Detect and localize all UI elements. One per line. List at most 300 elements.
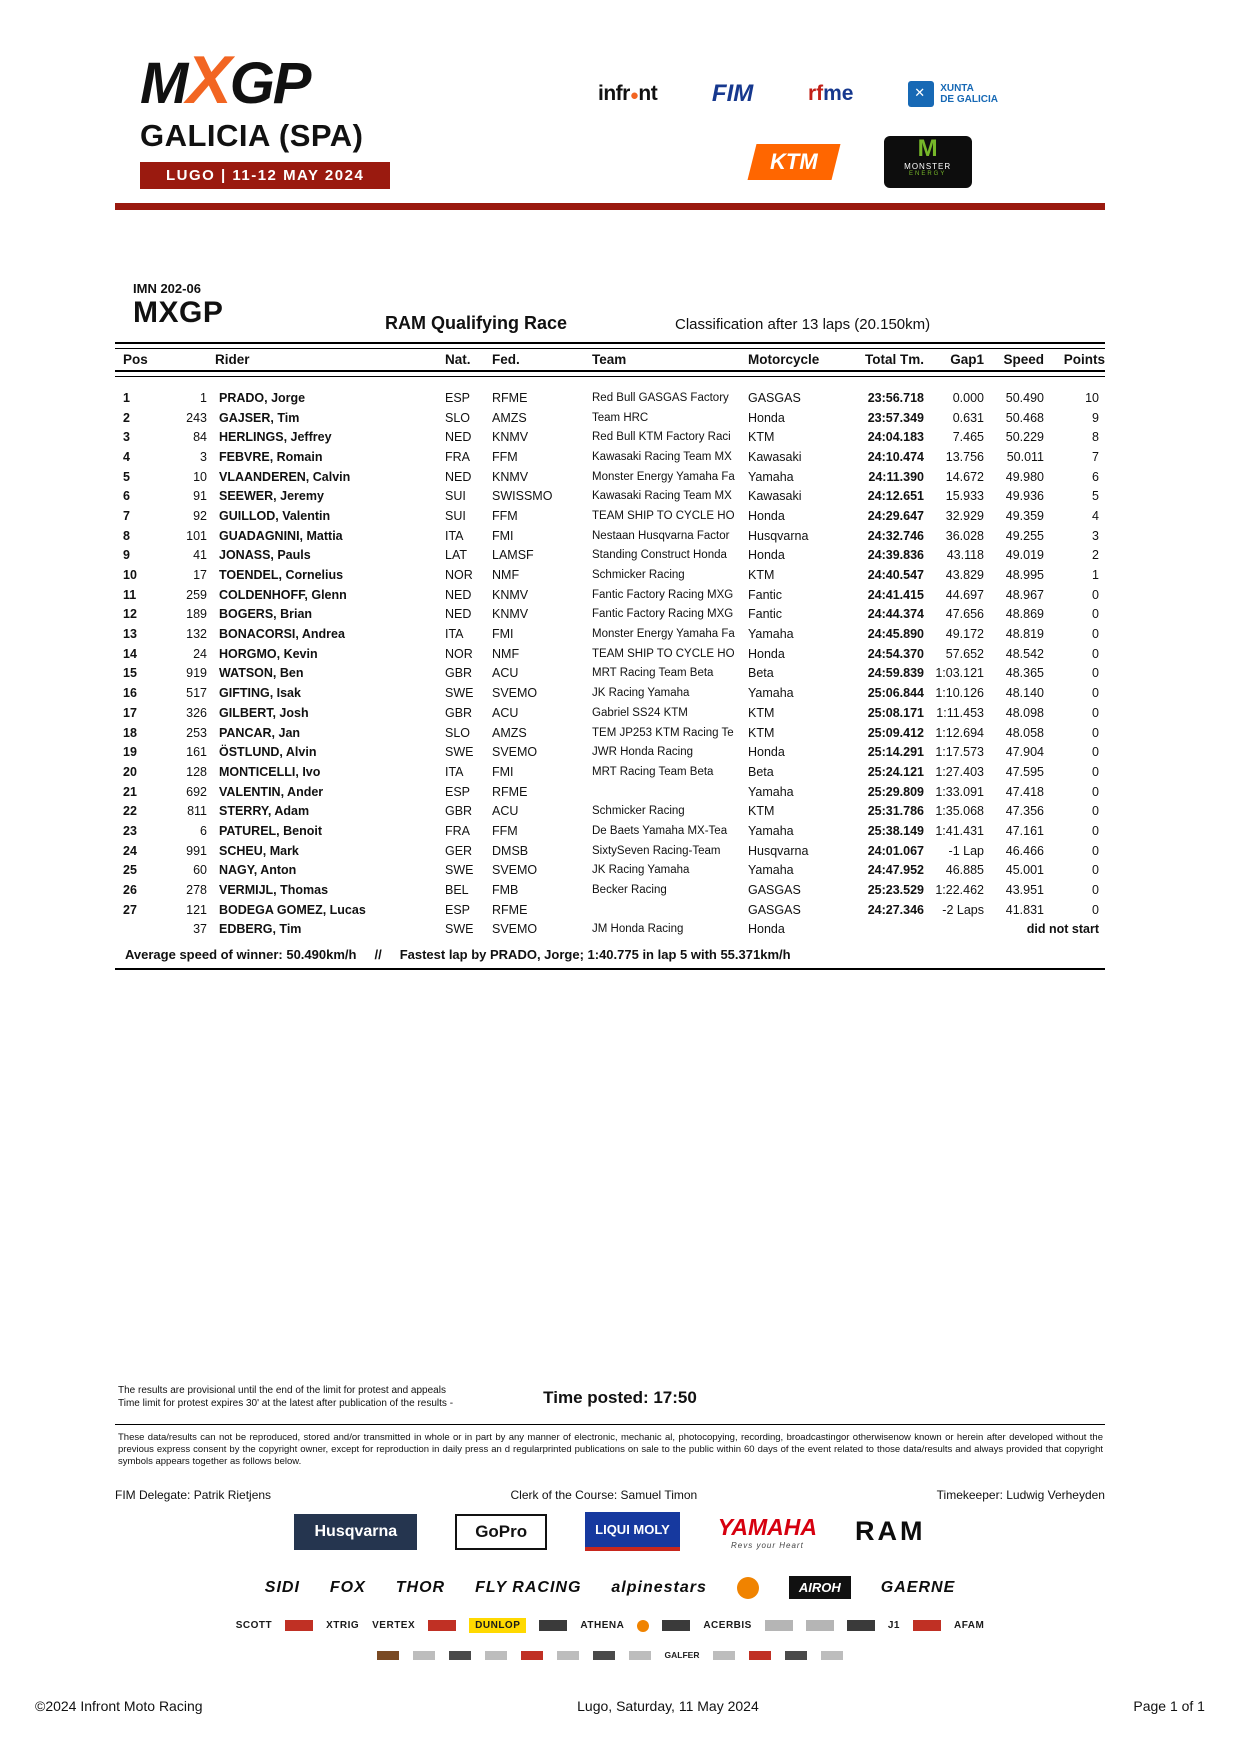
small-logo (629, 1651, 651, 1660)
position-cell: 14 (123, 646, 137, 661)
team-cell: JM Honda Racing (592, 923, 684, 936)
fim-logo: FIM (711, 80, 754, 107)
rider-name-cell: JONASS, Pauls (219, 548, 311, 563)
position-cell: 6 (123, 489, 130, 504)
total-time-cell: 24:59.839 (867, 666, 924, 681)
total-time-cell: 24:41.415 (867, 587, 924, 602)
speed-cell: 47.595 (1005, 764, 1044, 779)
points-cell: 0 (1092, 587, 1099, 602)
rider-number-cell: 692 (186, 784, 207, 799)
team-cell: JK Racing Yamaha (592, 864, 690, 877)
rider-number-cell: 253 (186, 725, 207, 740)
federation-cell: FMI (492, 528, 514, 543)
ram-logo: RAM (855, 1516, 926, 1546)
federation-cell: SVEMO (492, 686, 538, 701)
motorcycle-cell: Beta (748, 764, 774, 779)
table-row (115, 900, 1105, 920)
xtrig-logo: XTRIG (326, 1620, 360, 1631)
rider-number-cell: 37 (193, 922, 207, 937)
rider-number-cell: 132 (186, 627, 207, 642)
points-cell: 0 (1092, 666, 1099, 681)
points-cell: 7 (1092, 449, 1099, 464)
table-row (115, 742, 1105, 762)
nationality-cell: ITA (445, 627, 464, 642)
col-team: Team (592, 352, 627, 367)
federation-cell: NMF (492, 568, 520, 583)
nationality-cell: SUI (445, 489, 466, 504)
scott-logo: SCOTT (235, 1620, 273, 1631)
rider-number-cell: 919 (186, 666, 207, 681)
rider-number-cell: 991 (186, 843, 207, 858)
small-logo (413, 1651, 435, 1660)
points-cell: 4 (1092, 508, 1099, 523)
liqui-moly-logo: LIQUI MOLY (585, 1512, 680, 1551)
points-cell: 0 (1092, 745, 1099, 760)
speed-cell: 48.098 (1005, 705, 1044, 720)
nationality-cell: SLO (445, 410, 471, 425)
position-cell: 16 (123, 686, 137, 701)
federation-cell: ACU (492, 804, 519, 819)
nationality-cell: FRA (445, 449, 470, 464)
nationality-cell: SWE (445, 686, 474, 701)
gap-cell: 15.933 (945, 489, 984, 504)
points-cell: 0 (1092, 883, 1099, 898)
federation-cell: AMZS (492, 410, 527, 425)
rider-name-cell: EDBERG, Tim (219, 922, 302, 937)
position-cell: 13 (123, 627, 137, 642)
points-cell: 2 (1092, 548, 1099, 563)
gaerne-logo: GAERNE (880, 1578, 956, 1596)
table-row (115, 723, 1105, 743)
gap-cell: 1:27.403 (935, 764, 984, 779)
nationality-cell: SUI (445, 508, 466, 523)
team-cell: Schmicker Racing (592, 569, 685, 582)
total-time-cell: 25:09.412 (867, 725, 924, 740)
rider-name-cell: BOGERS, Brian (219, 607, 313, 622)
table-row (115, 664, 1105, 684)
federation-cell: KNMV (492, 607, 529, 622)
motorcycle-cell: KTM (748, 568, 775, 583)
gap-cell (924, 920, 984, 940)
table-bottom-rule (115, 968, 1105, 970)
rider-name-cell: PATUREL, Benoit (219, 823, 323, 838)
gap-cell: -2 Laps (942, 902, 984, 917)
points-cell: 9 (1092, 410, 1099, 425)
yamaha-tagline: Revs your Heart (731, 1540, 804, 1550)
table-row (115, 801, 1105, 821)
notice-divider (115, 1424, 1105, 1425)
motorcycle-cell: GASGAS (748, 902, 801, 917)
federation-cell: SVEMO (492, 863, 538, 878)
nationality-cell: LAT (445, 548, 467, 563)
imn-number: IMN 202-06 (133, 281, 201, 296)
rider-name-cell: HERLINGS, Jeffrey (219, 430, 332, 445)
speed-cell: 50.490 (1005, 390, 1044, 405)
gap-cell: -1 Lap (948, 843, 984, 858)
position-cell: 19 (123, 745, 137, 760)
nationality-cell: NOR (445, 568, 473, 583)
points-cell: 8 (1092, 430, 1099, 445)
small-logo (806, 1620, 834, 1631)
team-cell: Fantic Factory Racing MXG (592, 608, 734, 621)
monster-claw-icon: M (917, 135, 938, 162)
table-row (115, 467, 1105, 487)
gap-cell: 46.885 (945, 863, 984, 878)
rider-number-cell: 278 (186, 883, 207, 898)
motorcycle-cell: Honda (748, 410, 785, 425)
nationality-cell: SLO (445, 725, 471, 740)
col-speed: Speed (1003, 352, 1044, 367)
table-row (115, 821, 1105, 841)
clerk-of-course: Clerk of the Course: Samuel Timon (510, 1488, 698, 1502)
rider-number-cell: 92 (193, 508, 207, 523)
nationality-cell: NED (445, 587, 472, 602)
table-row (115, 920, 1105, 940)
rider-name-cell: BONACORSI, Andrea (219, 627, 345, 642)
rider-name-cell: GUADAGNINI, Mattia (219, 528, 343, 543)
points-cell: 0 (1092, 804, 1099, 819)
table-row (115, 762, 1105, 782)
position-cell: 15 (123, 666, 137, 681)
nationality-cell: NOR (445, 646, 473, 661)
rider-number-cell: 101 (186, 528, 207, 543)
rider-name-cell: GILBERT, Josh (219, 705, 309, 720)
rider-number-cell: 128 (186, 764, 207, 779)
total-time-cell: 24:27.346 (867, 902, 924, 917)
speed-cell: 47.161 (1005, 823, 1044, 838)
alpinestars-logo: alpinestars (611, 1578, 707, 1596)
nationality-cell: GBR (445, 804, 473, 819)
col-gap: Gap1 (950, 352, 984, 367)
position-cell: 22 (123, 804, 137, 819)
points-cell: 3 (1092, 528, 1099, 543)
total-time-cell: 25:14.291 (867, 745, 924, 760)
table-row (115, 427, 1105, 447)
speed-cell: 45.001 (1005, 863, 1044, 878)
small-logo (785, 1651, 807, 1660)
rider-name-cell: SEEWER, Jeremy (219, 489, 324, 504)
team-cell: JK Racing Yamaha (592, 687, 690, 700)
motorcycle-cell: KTM (748, 804, 775, 819)
gap-cell: 57.652 (945, 646, 984, 661)
rider-name-cell: MONTICELLI, Ivo (219, 764, 321, 779)
galfer-logo: GALFER (664, 1650, 700, 1660)
position-cell: 25 (123, 863, 137, 878)
gap-cell: 7.465 (952, 430, 984, 445)
points-cell: 0 (1092, 863, 1099, 878)
federation-cell: RFME (492, 902, 528, 917)
speed-cell: 49.980 (1005, 469, 1044, 484)
fox-logo: FOX (329, 1578, 366, 1596)
just1-logo: J1 (887, 1620, 900, 1631)
gap-cell: 1:33.091 (935, 784, 984, 799)
team-cell: Nestaan Husqvarna Factor (592, 529, 730, 542)
rider-name-cell: GAJSER, Tim (219, 410, 300, 425)
total-time-cell: 25:31.786 (867, 804, 924, 819)
small-logo (749, 1651, 771, 1660)
federation-cell: RFME (492, 784, 528, 799)
small-logo (539, 1620, 567, 1631)
total-time-cell: 23:56.718 (867, 390, 924, 405)
rider-name-cell: SCHEU, Mark (219, 843, 299, 858)
rider-number-cell: 161 (186, 745, 207, 760)
speed-cell: 50.468 (1005, 410, 1044, 425)
speed-cell: 48.542 (1005, 646, 1044, 661)
header-accent-bar (115, 203, 1105, 210)
federation-cell: KNMV (492, 430, 529, 445)
motorcycle-cell: Honda (748, 745, 785, 760)
position-cell: 10 (123, 568, 137, 583)
position-cell: 24 (123, 843, 137, 858)
speed-cell: 48.819 (1005, 627, 1044, 642)
position-cell: 1 (123, 390, 130, 405)
rider-name-cell: PANCAR, Jan (219, 725, 301, 740)
table-row (115, 605, 1105, 625)
legal-text: These data/results can not be reproduced, stored and/or transmitted in whole or in part by any manner of electronic, mechanic al, photocopying, recording, broadcastingor otherwisenow known or herein after developed without the previous express consent by the copyright owner, except for reproduction in daily press an d regularprinted publications on sale to the public within 60 days of the event related to those data/results and always provided that copyright symbols appears together as follows below. (118, 1432, 1103, 1467)
gap-cell: 0.631 (952, 410, 984, 425)
team-cell: Fantic Factory Racing MXG (592, 588, 734, 601)
col-rider: Rider (215, 352, 250, 367)
officials-row (115, 1488, 1105, 1502)
table-row (115, 565, 1105, 585)
rider-number-cell: 517 (186, 686, 207, 701)
motorcycle-cell: Yamaha (748, 686, 794, 701)
speed-cell: 48.869 (1005, 607, 1044, 622)
gap-cell: 0.000 (952, 390, 984, 405)
points-cell: 5 (1092, 489, 1099, 504)
col-total-time: Total Tm. (865, 352, 924, 367)
speed-cell: 49.019 (1005, 548, 1044, 563)
nationality-cell: GER (445, 843, 473, 858)
points-cell: 0 (1092, 902, 1099, 917)
speed-cell: 46.466 (1005, 843, 1044, 858)
mxgp-logo-m: M (140, 51, 187, 116)
athena-logo: ATHENA (580, 1620, 625, 1631)
rider-name-cell: PRADO, Jorge (219, 390, 306, 405)
motorcycle-cell: Fantic (748, 587, 783, 602)
speed-cell: 49.936 (1005, 489, 1044, 504)
position-cell: 23 (123, 823, 137, 838)
speed-cell: 48.140 (1005, 686, 1044, 701)
small-logo (637, 1620, 649, 1632)
total-time-cell: 24:44.374 (867, 607, 924, 622)
gap-cell: 47.656 (945, 607, 984, 622)
rider-name-cell: VALENTIN, Ander (219, 784, 324, 799)
points-cell: 0 (1092, 607, 1099, 622)
federation-cell: KNMV (492, 469, 529, 484)
total-time-cell: 23:57.349 (867, 410, 924, 425)
motorcycle-cell: Honda (748, 508, 785, 523)
points-cell: 0 (1092, 705, 1099, 720)
rider-number-cell: 84 (193, 430, 207, 445)
team-cell: Monster Energy Yamaha Fa (592, 470, 735, 483)
gap-cell: 1:12.694 (935, 725, 984, 740)
nationality-cell: SWE (445, 745, 474, 760)
rider-name-cell: GUILLOD, Valentin (219, 508, 331, 523)
motorcycle-cell: Beta (748, 666, 774, 681)
total-time-cell: 24:45.890 (867, 627, 924, 642)
team-cell (592, 782, 748, 802)
rider-number-cell: 811 (187, 804, 207, 819)
fastest-lap-note: Fastest lap by PRADO, Jorge; 1:40.775 in lap 5 with 55.371km/h (399, 947, 791, 963)
total-time-cell: 25:23.529 (867, 883, 924, 898)
table-row (115, 506, 1105, 526)
rider-name-cell: VLAANDEREN, Calvin (219, 469, 351, 484)
rider-name-cell: NAGY, Anton (219, 863, 297, 878)
nationality-cell: GBR (445, 666, 473, 681)
nationality-cell: BEL (445, 883, 469, 898)
time-posted: Time posted: 17:50 (543, 1388, 697, 1407)
team-cell: Monster Energy Yamaha Fa (592, 628, 735, 641)
federation-cell: KNMV (492, 587, 529, 602)
event-logo-block (140, 42, 390, 189)
speed-cell: 48.058 (1005, 725, 1044, 740)
table-row (115, 546, 1105, 566)
speed-cell: 49.255 (1005, 528, 1044, 543)
table-top-rule (115, 342, 1105, 349)
results-table (115, 342, 1105, 970)
points-cell: 6 (1092, 469, 1099, 484)
thor-logo: THOR (395, 1578, 446, 1596)
team-cell: Becker Racing (592, 884, 667, 897)
rfme-logo: rfme (807, 82, 854, 105)
federation-cell: FMI (492, 627, 514, 642)
team-cell: JWR Honda Racing (592, 746, 693, 759)
nationality-cell: ITA (445, 528, 464, 543)
team-cell: Red Bull GASGAS Factory (592, 391, 729, 404)
points-cell: 0 (1092, 725, 1099, 740)
rider-number-cell: 3 (200, 449, 207, 464)
team-cell: TEM JP253 KTM Racing Te (592, 726, 734, 739)
gap-cell: 49.172 (945, 627, 984, 642)
team-cell: De Baets Yamaha MX-Tea (592, 824, 728, 837)
gap-cell: 1:41.431 (935, 823, 984, 838)
federation-cell: SWISSMO (492, 489, 553, 504)
position-cell: 8 (123, 528, 130, 543)
fly-racing-logo: FLY RACING (475, 1578, 582, 1596)
speed-cell: 43.951 (1005, 883, 1044, 898)
winner-summary: Average speed of winner: 50.490km/h // Fastest lap by PRADO, Jorge; 1:40.775 in lap 5 with 55.371km/h (125, 947, 791, 963)
table-row (115, 782, 1105, 802)
position-cell: 5 (123, 469, 130, 484)
yamaha-logo: YAMAHA Revs your Heart (717, 1513, 818, 1550)
speed-cell: 50.011 (1006, 449, 1044, 464)
infront-logo: infr●nt (598, 82, 658, 105)
speed-cell: 49.359 (1005, 508, 1044, 523)
points-cell: 0 (1092, 627, 1099, 642)
points-cell: 0 (1092, 823, 1099, 838)
table-row (115, 861, 1105, 881)
fim-delegate: FIM Delegate: Patrik Rietjens (115, 1488, 272, 1502)
total-time-cell: 25:38.149 (867, 823, 924, 838)
speed-cell: 48.995 (1005, 568, 1044, 583)
motorcycle-cell: Honda (748, 922, 785, 937)
rider-name-cell: COLDENHOFF, Glenn (219, 587, 347, 602)
motorcycle-cell: GASGAS (748, 390, 801, 405)
gap-cell: 13.756 (945, 449, 984, 464)
points-cell: 0 (1092, 843, 1099, 858)
total-time-cell: 24:32.746 (867, 528, 924, 543)
rider-name-cell: STERRY, Adam (219, 804, 310, 819)
small-logo (521, 1651, 543, 1660)
speed-cell: 48.967 (1005, 587, 1044, 602)
position-cell: 27 (123, 902, 137, 917)
total-time-cell: 24:04.183 (867, 430, 924, 445)
rider-name-cell: FEBVRE, Romain (219, 449, 323, 464)
team-cell: TEAM SHIP TO CYCLE HO (592, 509, 735, 522)
event-subtitle: LUGO | 11-12 MAY 2024 (140, 162, 390, 189)
gap-cell: 36.028 (945, 528, 984, 543)
small-logo (713, 1651, 735, 1660)
table-row (115, 880, 1105, 900)
average-speed-note: Average speed of winner: 50.490km/h (125, 947, 357, 963)
federation-cell: FFM (492, 823, 518, 838)
nationality-cell: ITA (445, 764, 464, 779)
federation-cell: SVEMO (492, 922, 538, 937)
col-motorcycle: Motorcycle (748, 352, 820, 367)
small-logo (449, 1651, 471, 1660)
table-header-rule (115, 370, 1105, 377)
nationality-cell: ESP (445, 390, 471, 405)
points-cell: 0 (1092, 784, 1099, 799)
speed-cell: 47.356 (1005, 804, 1044, 819)
total-time-cell: 25:06.844 (867, 686, 924, 701)
nationality-cell: SWE (445, 922, 474, 937)
rider-number-cell: 91 (193, 489, 207, 504)
speed-cell: 50.229 (1005, 430, 1044, 445)
gap-cell: 1:17.573 (935, 745, 984, 760)
team-cell: MRT Racing Team Beta (592, 765, 714, 778)
total-time-cell: 25:08.171 (867, 705, 924, 720)
position-cell (115, 920, 165, 940)
rider-number-cell: 189 (186, 607, 207, 622)
motorcycle-cell: Yamaha (748, 627, 794, 642)
gap-cell: 44.697 (945, 587, 984, 602)
total-time-cell: 25:24.121 (867, 764, 924, 779)
gap-cell: 43.118 (946, 548, 984, 563)
col-number (165, 349, 215, 370)
motorcycle-cell: Yamaha (748, 784, 794, 799)
footer-location-date: Lugo, Saturday, 11 May 2024 (577, 1698, 759, 1714)
small-logo (593, 1651, 615, 1660)
provisional-notice: The results are provisional until the end of the limit for protest and appeals Time limit for protest expires 30' at the latest after publication of the results - (118, 1385, 454, 1409)
nationality-cell: NED (445, 469, 472, 484)
table-row (115, 526, 1105, 546)
total-time-cell: 24:12.651 (867, 489, 924, 504)
motorcycle-cell: Yamaha (748, 469, 794, 484)
federation-cell: FFM (492, 449, 518, 464)
position-cell: 12 (123, 607, 137, 622)
nationality-cell: ESP (445, 784, 471, 799)
speed-cell: 47.904 (1005, 745, 1044, 760)
federation-cell: ACU (492, 705, 519, 720)
small-logo (285, 1620, 313, 1631)
motorcycle-cell: GASGAS (748, 883, 801, 898)
total-time-cell (850, 920, 924, 940)
federation-cell: RFME (492, 390, 528, 405)
table-row (115, 841, 1105, 861)
sidi-logo: SIDI (264, 1578, 300, 1596)
gap-cell: 1:22.462 (935, 883, 984, 898)
total-time-cell: 24:01.067 (867, 843, 924, 858)
table-row (115, 486, 1105, 506)
motorcycle-cell: Husqvarna (748, 843, 809, 858)
federation-cell: AMZS (492, 725, 527, 740)
col-pos: Pos (123, 352, 148, 367)
team-cell: Gabriel SS24 KTM (592, 706, 688, 719)
event-title: GALICIA (SPA) (140, 118, 364, 153)
position-cell: 18 (123, 725, 137, 740)
